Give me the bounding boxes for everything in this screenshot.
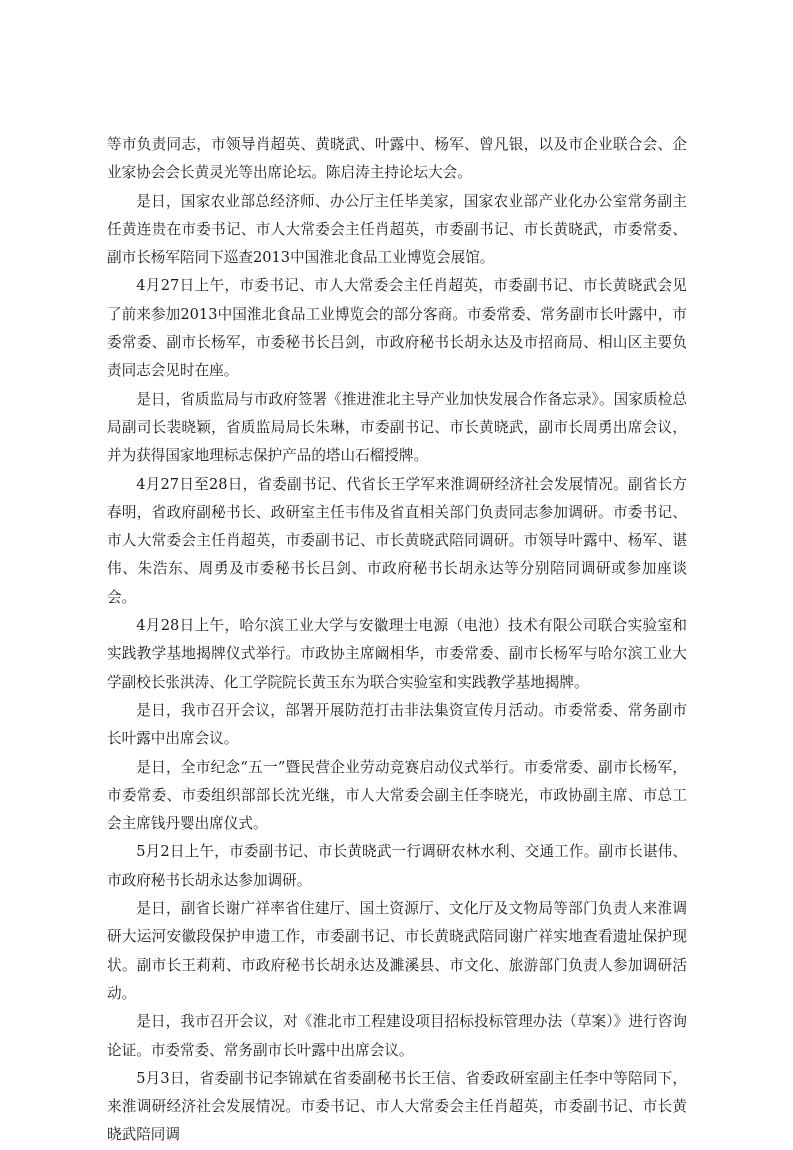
paragraph: 5月2日上午，市委副书记、市长黄晓武一行调研农林水利、交通工作。副市长谌伟、市政府秘书长胡永达参加调研。: [107, 843, 687, 889]
paragraph: 是日，国家农业部总经济师、办公厅主任毕美家，国家农业部产业化办公室常务副主任黄连贵在市委书记、市人大常委会主任肖超英，市委副书记、市长黄晓武，市委常委、副市长杨军陪同下巡查2013中国淮北食品工业博览会展馆。: [107, 192, 687, 267]
paragraph: 是日，我市召开会议，对《淮北市工程建设项目招标投标管理办法（草案）》进行咨询论证。市委常委、常务副市长叶露中出席会议。: [107, 1013, 687, 1059]
paragraph: 5月3日，省委副书记李锦斌在省委副秘书长王信、省委政研室副主任李中等陪同下，来淮调研经济社会发展情况。市委书记、市人大常委会主任肖超英，市委副书记、市长黄晓武陪同调: [107, 1069, 687, 1144]
paragraph: 是日，副省长谢广祥率省住建厅、国土资源厅、文化厅及文物局等部门负责人来淮调研大运河安徽段保护申遗工作，市委副书记、市长黄晓武陪同谢广祥实地查看遗址保护现状。副市长王莉莉、市政府秘书长胡永达及濉溪县、市文化、旅游部门负责人参加调研活动。: [107, 900, 687, 1002]
document-body: [107, 131, 687, 1150]
paragraph: 是日，我市召开会议，部署开展防范打击非法集资宣传月活动。市委常委、常务副市长叶露中出席会议。: [107, 701, 687, 748]
paragraph: 4月28日上午，哈尔滨工业大学与安徽理士电源（电池）技术有限公司联合实验室和实践教学基地揭牌仪式举行。市政协主席阚相华，市委常委、副市长杨军与哈尔滨工业大学副校长张洪涛、化工学院院长黄玉东为联合实验室和实践教学基地揭牌。: [107, 617, 687, 691]
paragraph: 是日，省质监局与市政府签署《推进淮北主导产业加快发展合作备忘录》。国家质检总局副司长裴晓颖，省质监局局长朱琳，市委副书记、市长黄晓武，副市长周勇出席会议，并为获得国家地理标志保护产品的塔山石榴授牌。: [107, 390, 687, 465]
paragraph: 等市负责同志，市领导肖超英、黄晓武、叶露中、杨军、曾凡银，以及市企业联合会、企业家协会会长黄灵光等出席论坛。陈启涛主持论坛大会。: [107, 136, 687, 182]
paragraph: 4月27日上午，市委书记、市人大常委会主任肖超英，市委副书记、市长黄晓武会见了前来参加2013中国淮北食品工业博览会的部分客商。市委常委、常务副市长叶露中，市委常委、副市长杨军，市委秘书长吕剑，市政府秘书长胡永达及市招商局、相山区主要负责同志会见时在座。: [107, 277, 687, 380]
paragraph: 4月27日至28日，省委副书记、代省长王学军来淮调研经济社会发展情况。副省长方春明，省政府副秘书长、政研室主任韦伟及省直相关部门负责同志参加调研。市委书记、市人大常委会主任肖超英，市委副书记、市长黄晓武陪同调研。市领导叶露中、杨军、谌伟、朱浩东、周勇及市委秘书长吕剑、市政府秘书长胡永达等分别陪同调研或参加座谈会。: [107, 475, 687, 606]
paragraph: 是日，全市纪念“五一”暨民营企业劳动竞赛启动仪式举行。市委常委、副市长杨军，市委常委、市委组织部部长沈光继，市人大常委会副主任李晓光，市政协副主席、市总工会主席钱丹婴出席仪式。: [107, 758, 687, 833]
